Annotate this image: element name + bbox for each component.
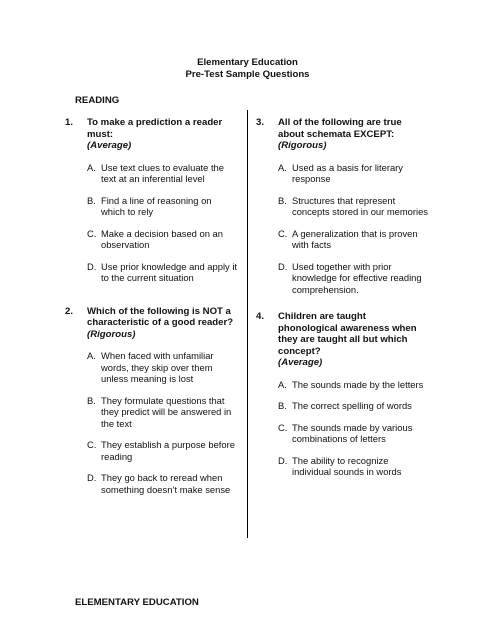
- question-number: 1.: [65, 117, 74, 128]
- question-number: 3.: [256, 117, 265, 128]
- difficulty-level: (Rigorous): [87, 328, 136, 340]
- right-column: [256, 117, 428, 492]
- answer-option: [87, 162, 237, 185]
- option-text: The sounds made by the letters: [292, 378, 424, 390]
- option-letter: B.: [87, 194, 96, 206]
- option-text: Used together with prior knowledge for effective reading comprehension.: [292, 260, 422, 295]
- question-number: 2.: [65, 305, 74, 317]
- question-text: Which of the following is NOT a characteristic of a good reader?: [87, 305, 234, 328]
- option-letter: A.: [278, 161, 287, 173]
- option-letter: C.: [278, 421, 288, 433]
- answer-option: [87, 228, 237, 251]
- question-1: [65, 117, 237, 284]
- option-letter: D.: [278, 454, 288, 466]
- option-text: Make a decision based on an observation: [101, 227, 223, 250]
- option-letter: A.: [87, 350, 96, 361]
- option-letter: B.: [278, 400, 287, 411]
- question-4: [256, 311, 428, 478]
- answer-option: [87, 395, 237, 430]
- document-title: Elementary Education: [197, 57, 298, 68]
- answer-option: [278, 228, 428, 251]
- answer-option: [278, 195, 428, 218]
- answer-option: [278, 455, 428, 478]
- option-text: Use prior knowledge and apply it to the current situation: [101, 260, 238, 283]
- difficulty-level: (Rigorous): [278, 140, 327, 151]
- answer-option: [87, 261, 237, 284]
- option-letter: B.: [87, 394, 96, 406]
- option-text: Use text clues to evaluate the text at an inferential level: [101, 161, 224, 184]
- option-letter: A.: [87, 161, 96, 173]
- answer-option: [278, 261, 428, 296]
- option-letter: A.: [278, 378, 287, 390]
- difficulty-level: (Average): [278, 357, 323, 368]
- option-text: Structures that represent concepts stored in our memories: [292, 194, 428, 217]
- option-text: When faced with unfamiliar words, they skip over them unless meaning is lost: [101, 350, 214, 384]
- option-letter: D.: [87, 472, 97, 483]
- option-letter: D.: [87, 260, 97, 272]
- option-text: They formulate questions that they predict will be answered in the text: [101, 394, 232, 429]
- option-text: They establish a purpose before reading: [101, 439, 235, 462]
- answer-option: [278, 400, 428, 412]
- option-text: A generalization that is proven with facts: [292, 227, 418, 250]
- question-text: To make a prediction a reader must:: [87, 117, 223, 140]
- document-subtitle: Pre-Test Sample Questions: [185, 69, 310, 80]
- question-text: Children are taught phonological awareness when they are taught all but which concept?: [278, 311, 417, 357]
- option-letter: B.: [278, 194, 287, 206]
- question-2: [65, 306, 237, 496]
- option-text: The ability to recognize individual sounds in words: [292, 454, 402, 477]
- option-letter: C.: [87, 439, 97, 450]
- column-divider: [247, 110, 248, 538]
- answer-option: [87, 350, 237, 385]
- option-text: Used as a basis for literary response: [292, 161, 403, 184]
- question-3: [256, 117, 428, 295]
- answer-option: [87, 472, 237, 495]
- answer-option: [87, 439, 237, 462]
- difficulty-level: (Average): [87, 140, 132, 151]
- option-letter: C.: [278, 227, 288, 239]
- option-letter: D.: [278, 260, 288, 272]
- option-text: The correct spelling of words: [292, 400, 412, 411]
- answer-option: [278, 422, 428, 445]
- option-text: Find a line of reasoning on which to rely: [101, 194, 212, 217]
- question-text: All of the following are true about schemata EXCEPT:: [278, 117, 402, 140]
- answer-option: [278, 379, 428, 391]
- question-number: 4.: [256, 311, 265, 322]
- answer-option: [87, 195, 237, 218]
- page-footer: ELEMENTARY EDUCATION: [75, 597, 199, 608]
- option-letter: C.: [87, 227, 97, 239]
- left-column: [65, 117, 237, 509]
- option-text: The sounds made by various combinations of letters: [292, 421, 413, 444]
- answer-option: [278, 162, 428, 185]
- option-text: They go back to reread when something doesn’t make sense: [101, 472, 231, 495]
- section-label: READING: [75, 95, 120, 106]
